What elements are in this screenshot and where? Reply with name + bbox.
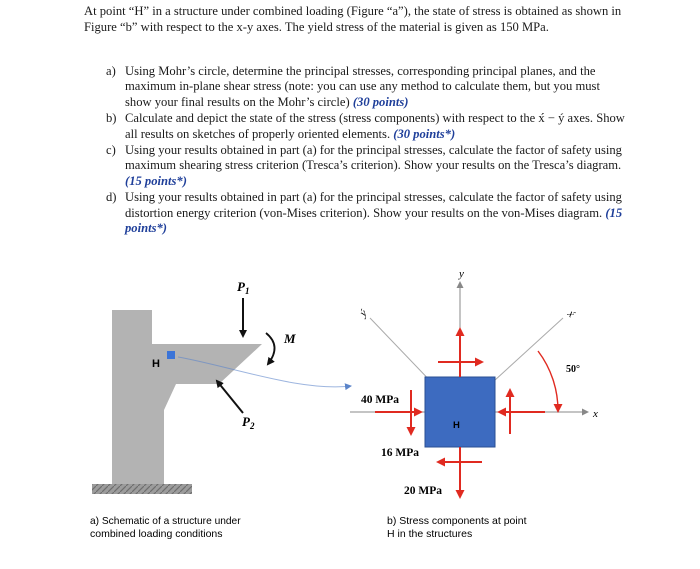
load-p2-label: P bbox=[242, 414, 250, 429]
question-text: Using your results obtained in part (a) for the principal stresses, calculate the factor of safety using maximum shearing stress criterion (Tresca’s criterion). Show your results on the Tresca’s diagram. bbox=[125, 143, 622, 173]
load-p2-arrow bbox=[217, 381, 243, 413]
tau-xy-label: 16 MPa bbox=[381, 447, 420, 459]
svg-text:P1 bbox=[237, 279, 249, 296]
angle-arc bbox=[538, 351, 558, 411]
question-points: (15 points*) bbox=[125, 173, 187, 188]
figure-a bbox=[90, 279, 351, 540]
question-d bbox=[106, 190, 626, 236]
question-text: Calculate and depict the state of the stress (stress components) with respect to the x́ − ý axes. Show all results on sketches of properly oriented elements. bbox=[125, 111, 625, 141]
angle-label: 50° bbox=[566, 364, 580, 375]
point-h-marker bbox=[167, 351, 175, 359]
caption-a-line2: combined loading conditions bbox=[90, 528, 223, 540]
question-label: b) bbox=[106, 111, 117, 126]
question-points: (30 points) bbox=[352, 94, 409, 109]
ground-support bbox=[92, 484, 192, 494]
question-label: a) bbox=[106, 64, 116, 78]
stress-element bbox=[425, 377, 495, 447]
point-h-label: H bbox=[152, 358, 160, 370]
caption-a-line1: a) Schematic of a structure under bbox=[90, 516, 241, 527]
load-p1-subscript: 1 bbox=[244, 286, 250, 296]
x-prime-label: x́ bbox=[565, 308, 577, 320]
question-c bbox=[106, 143, 626, 189]
caption-b-line1: b) Stress components at point bbox=[387, 515, 527, 527]
question-a bbox=[106, 64, 626, 110]
question-points: (15 points*) bbox=[125, 205, 623, 236]
load-p1-label: P bbox=[237, 279, 245, 294]
question-text: Using Mohr’s circle, determine the principal stresses, corresponding principal planes, and the maximum in-plane shear stress (note: you can use any method to calculate them, but you must show your final results on the Mohr’s circle) bbox=[125, 64, 600, 109]
caption-b-line2: H in the structures bbox=[387, 528, 473, 540]
figure-area bbox=[0, 262, 700, 569]
stress-element-label: H bbox=[453, 420, 460, 431]
structure-body bbox=[112, 310, 262, 484]
load-p2-subscript: 2 bbox=[249, 421, 255, 431]
y-axis-label: y bbox=[459, 268, 464, 280]
question-list bbox=[106, 64, 626, 237]
moment-arrow bbox=[266, 333, 275, 364]
x-axis-label: x bbox=[593, 408, 598, 420]
question-text: Using your results obtained in part (a) for the principal stresses, calculate the factor of safety using distortion energy criterion (von-Mises criterion). Show your results on the von-Mises diagram. bbox=[125, 190, 622, 220]
question-b bbox=[106, 111, 626, 142]
sigma-y-label: 20 MPa bbox=[404, 485, 443, 497]
question-label: c) bbox=[106, 143, 116, 158]
figure-b bbox=[350, 268, 598, 540]
question-label: d) bbox=[106, 190, 117, 205]
question-points: (30 points*) bbox=[393, 126, 456, 141]
sigma-x-label: 40 MPa bbox=[361, 394, 400, 406]
y-prime-label: ý bbox=[357, 307, 370, 320]
moment-label: M bbox=[284, 331, 296, 346]
problem-intro: At point “H” in a structure under combined loading (Figure “a”), the state of stress is obtained as shown in Figure “b” with respect to the x-y axes. The yield stress of the material is given as 150 MPa. bbox=[84, 4, 622, 34]
svg-text:P2 bbox=[242, 414, 255, 431]
